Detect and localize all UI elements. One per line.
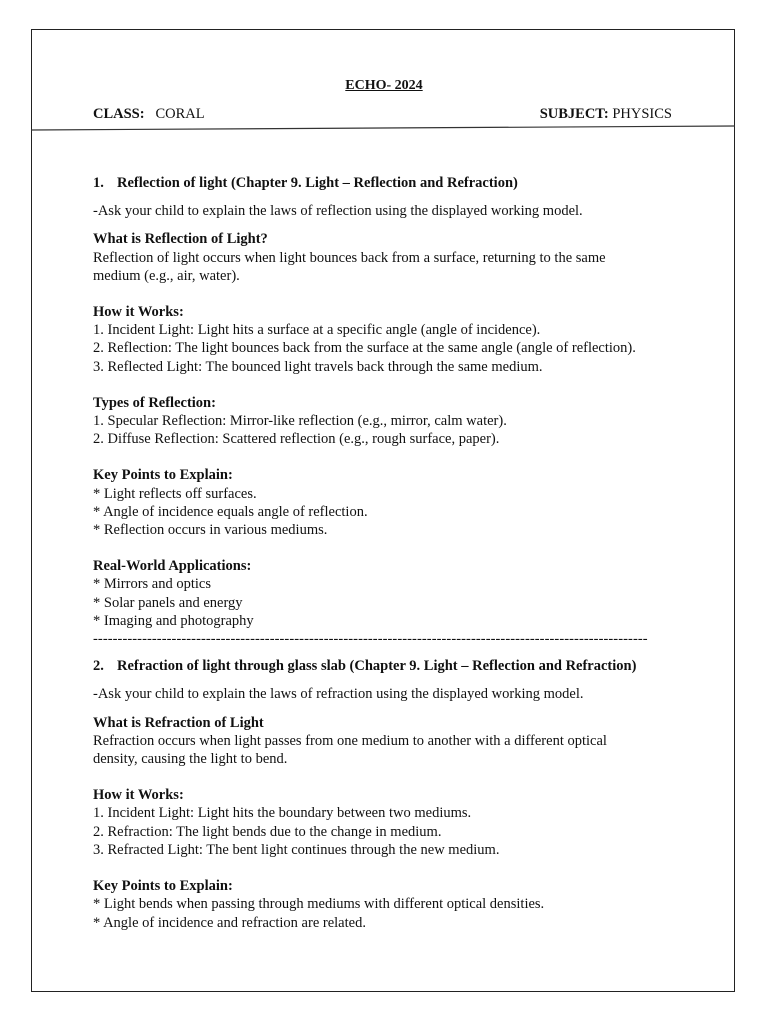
list-item: 3. Refracted Light: The bent light continues through the new medium. [93,841,500,858]
class-field [93,106,205,123]
list-item: * Light bends when passing through mediums with different optical densities. [93,896,545,913]
section-2-heading [93,657,683,675]
types-of-reflection [93,394,683,449]
section-1-title: Reflection of light (Chapter 9. Light – Reflection and Refraction) [117,175,518,191]
list-item: * Mirrors and optics [93,576,211,593]
block-title: Key Points to Explain: [93,467,233,484]
section-1-heading [93,174,683,192]
dashed-separator: ----------------------------------------------------------------------------------------------------------------- [93,631,648,648]
list-item: * Angle of incidence and refraction are related. [93,914,366,931]
list-item: * Solar panels and energy [93,594,243,611]
section-1-number: 1. [93,175,104,191]
list-item: 1. Incident Light: Light hits a surface at a specific angle (angle of incidence). [93,322,541,339]
text-line: Reflection of light occurs when light bounces back from a surface, returning to the same [93,249,606,266]
text-line: Refraction occurs when light passes from one medium to another with a different optical [93,732,607,749]
worksheet-content [93,174,683,932]
subject-label: SUBJECT: [539,106,609,122]
class-subject-row [93,106,672,123]
block-title: How it Works: [93,787,184,804]
list-item: 2. Reflection: The light bounces back from the surface at the same angle (angle of reflection). [93,340,636,357]
reflection-key-points [93,466,683,539]
list-item: * Light reflects off surfaces. [93,485,257,502]
class-value: CORAL [155,106,205,122]
section-2-number: 2. [93,658,104,675]
how-refraction-works [93,786,683,859]
list-item: 3. Reflected Light: The bounced light travels back through the same medium. [93,358,543,375]
block-title: Types of Reflection: [93,394,216,411]
header-divider [31,124,735,132]
block-title: What is Reflection of Light? [93,231,268,248]
text-line: medium (e.g., air, water). [93,267,240,284]
block-title: Key Points to Explain: [93,878,233,895]
subject-value: PHYSICS [612,106,672,122]
list-item: 2. Refraction: The light bends due to the change in medium. [93,823,442,840]
block-title: Real-World Applications: [93,558,252,575]
section-1-intro: -Ask your child to explain the laws of reflection using the displayed working model. [93,203,583,220]
refraction-key-points [93,877,683,932]
document-title: ECHO- 2024 [345,78,423,93]
list-item: * Imaging and photography [93,612,254,629]
block-title: How it Works: [93,304,184,321]
class-label: CLASS: [93,106,145,122]
list-item: * Angle of incidence equals angle of reflection. [93,503,368,520]
what-is-refraction [93,714,683,769]
how-reflection-works [93,303,683,376]
list-item: 1. Incident Light: Light hits the boundary between two mediums. [93,805,472,822]
list-item: * Reflection occurs in various mediums. [93,522,328,539]
section-2-intro: -Ask your child to explain the laws of refraction using the displayed working model. [93,686,584,703]
list-item: 2. Diffuse Reflection: Scattered reflection (e.g., rough surface, paper). [93,431,500,448]
real-world-applications [93,557,683,630]
subject-field [540,106,672,123]
list-item: 1. Specular Reflection: Mirror-like reflection (e.g., mirror, calm water). [93,413,507,430]
what-is-reflection [93,230,683,285]
section-2-title: Refraction of light through glass slab (Chapter 9. Light – Reflection and Refraction) [117,658,637,675]
text-line: density, causing the light to bend. [93,751,288,768]
block-title: What is Refraction of Light [93,714,264,731]
